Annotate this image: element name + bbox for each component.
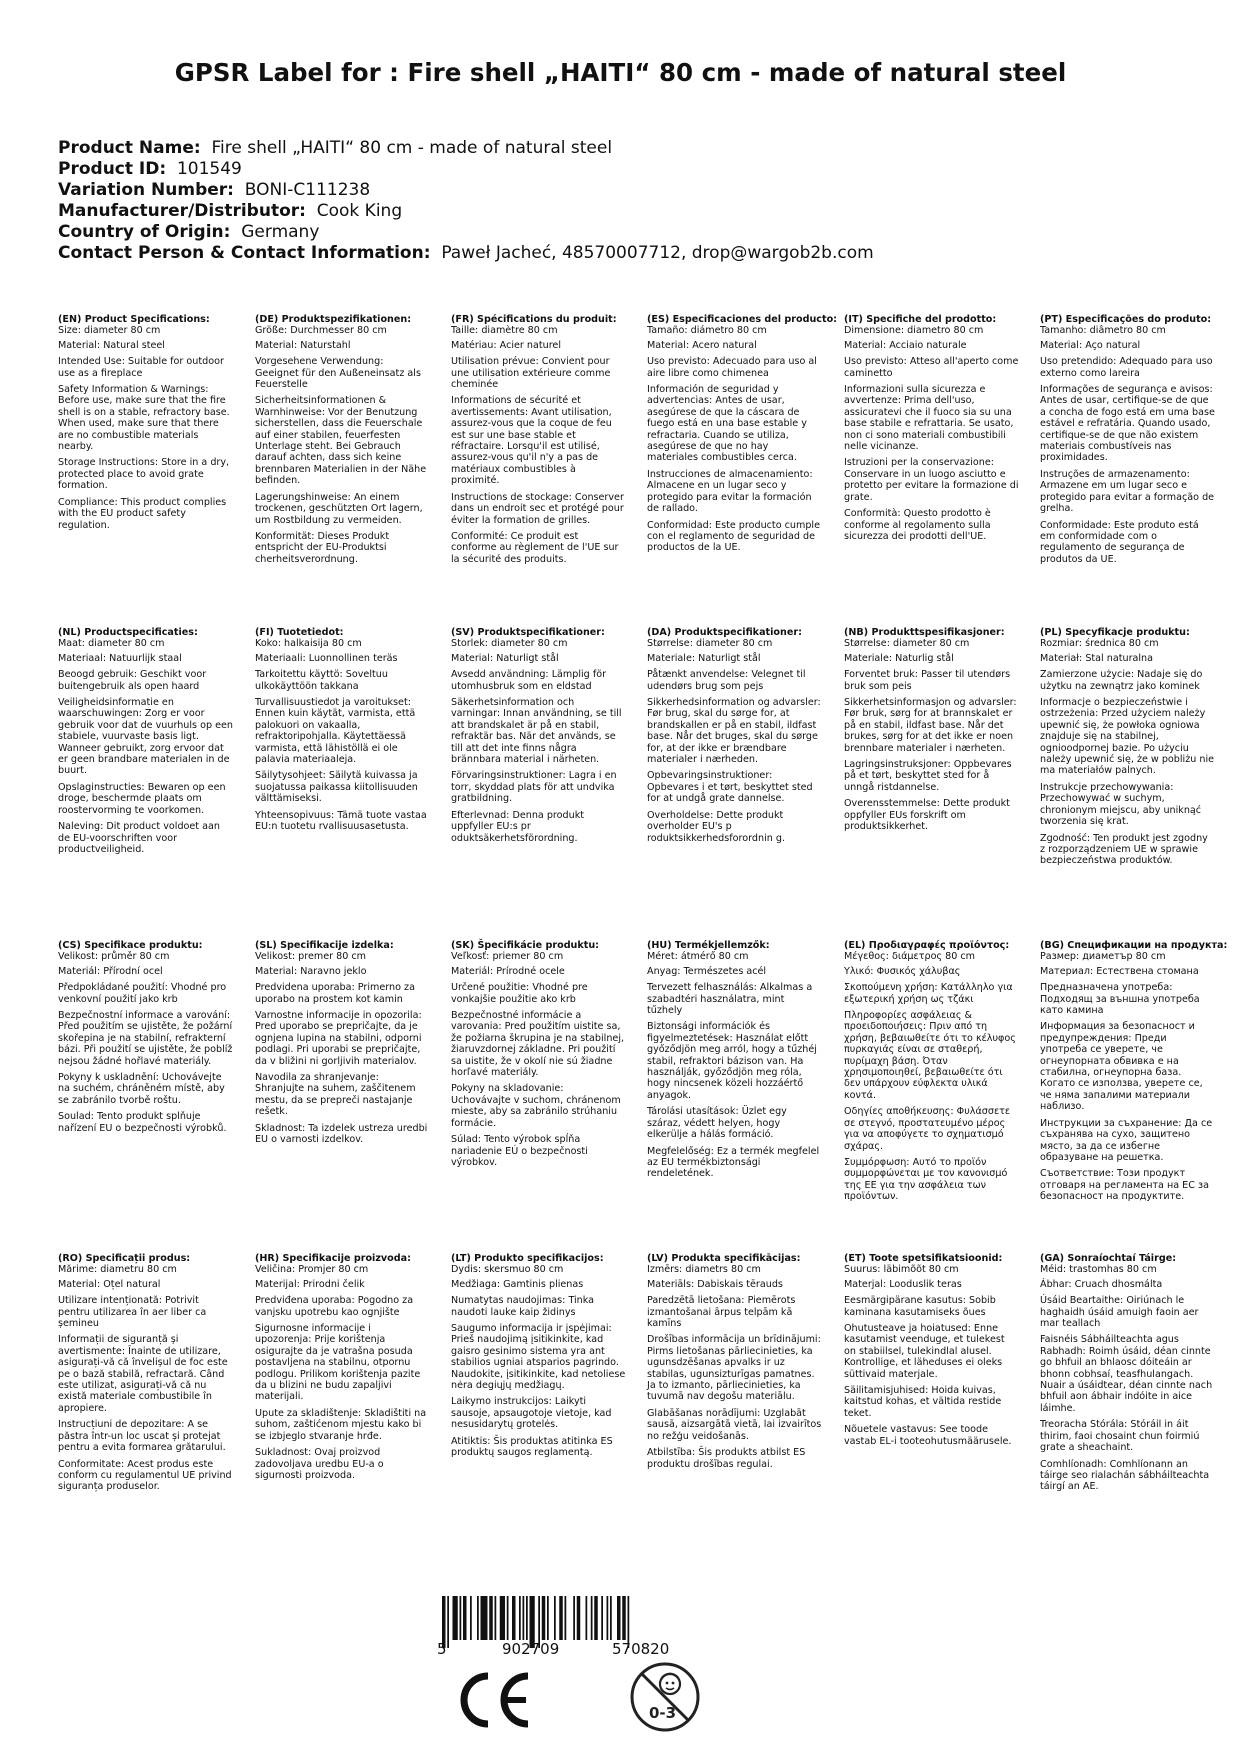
- spec-material: Materjal: Looduslik teras: [844, 1278, 962, 1290]
- spec-material: Material: Acero natural: [647, 339, 757, 351]
- spec-material: Material: Naturstahl: [255, 339, 351, 351]
- spec-header: (HU) Termékjellemzők:: [647, 940, 770, 951]
- spec-compliance: Compliance: This product complies with the EU product safety regulation.: [58, 496, 227, 531]
- spec-block: [58, 1253, 233, 1498]
- spec-size: Storlek: diameter 80 cm: [451, 638, 568, 650]
- product-info: [58, 138, 874, 264]
- spec-block: [451, 940, 626, 1173]
- spec-intended-use: Forventet bruk: Passer til utendørs bruk som peis: [844, 669, 1011, 692]
- spec-size: Veľkosť: priemer 80 cm: [451, 951, 564, 963]
- spec-storage: Säilytysohjeet: Säilytä kuivassa ja suojatussa paikassa kiitollisuuden välttämiseksi.: [255, 770, 418, 805]
- barcode-bar: [460, 1596, 462, 1640]
- info-label: Contact Person & Contact Information:: [58, 243, 431, 263]
- spec-header: (ET) Toote spetsifikatsioonid:: [844, 1253, 1003, 1264]
- spec-safety: Informations de sécurité et avertissements: Avant utilisation, assurez-vous que la coque de feu est sur une base stable et réfractaire. Lorsqu'il est utilisé, assurez-vous qu'il n'y a pas de matériaux combustibles à proximité.: [451, 395, 612, 487]
- spec-intended-use: Uso pretendido: Adequado para uso externo como lareira: [1040, 356, 1213, 379]
- spec-header: (BG) Спецификации на продукта:: [1040, 940, 1228, 951]
- spec-header: (FI) Tuotetiedot:: [255, 627, 344, 638]
- spec-intended-use: Eesmärgipärane kasutus: Sobib kaminana kasutamiseks õues: [844, 1295, 996, 1318]
- info-value: 101549: [176, 159, 242, 179]
- spec-material: Materijal: Prirodni čelik: [255, 1278, 365, 1290]
- spec-size: Размер: диаметър 80 cm: [1040, 951, 1166, 963]
- spec-compliance: Conformitate: Acest produs este conform cu regulamentul UE privind siguranța produselor.: [58, 1458, 232, 1493]
- spec-header: (ES) Especificaciones del producto:: [647, 314, 838, 325]
- spec-material: Material: Oțel natural: [58, 1278, 161, 1290]
- barcode-bar: [573, 1596, 575, 1640]
- spec-material: Materiāls: Dabiskais tērauds: [647, 1278, 783, 1290]
- spec-block: [844, 627, 1019, 838]
- spec-intended-use: Predvidena uporaba: Primerno za uporabo na prostem kot kamin: [255, 982, 415, 1005]
- spec-block: [255, 1253, 430, 1486]
- spec-intended-use: Utilizare intenționată: Potrivit pentru utilizarea în aer liber ca șemineu: [58, 1295, 207, 1330]
- spec-block: [1040, 627, 1215, 872]
- spec-intended-use: Tervezett felhasználás: Alkalmas a szabadtéri használatra, mint tűzhely: [647, 982, 813, 1017]
- spec-intended-use: Utilisation prévue: Convient pour une utilisation extérieure comme cheminée: [451, 356, 611, 391]
- page-title: GPSR Label for : Fire shell „HAITI“ 80 cm - made of natural steel: [174, 58, 1067, 87]
- spec-compliance: Súlad: Tento výrobok spĺňa nariadenie EÚ o bezpečnosti výrobkov.: [451, 1134, 588, 1168]
- spec-header: (SV) Produktspecifikationer:: [451, 627, 605, 638]
- barcode-bar: [610, 1596, 612, 1640]
- barcode-first-digit: 5: [437, 1640, 447, 1658]
- barcode-bar: [447, 1596, 449, 1648]
- spec-compliance: Soulad: Tento produkt splňuje nařízení EU o bezpečnosti výrobků.: [58, 1111, 227, 1134]
- spec-compliance: Naleving: Dit product voldoet aan de EU-voorschriften voor productveiligheid.: [58, 821, 220, 855]
- spec-safety: Informações de segurança e avisos: Antes de usar, certifique-se de que a concha de fogo está em uma base estável e refratária. Quando usado, certifique-se de que não existem materiais combustíveis nas proximidades.: [1040, 384, 1215, 464]
- spec-storage: Instrucțiuni de depozitare: A se păstra într-un loc uscat și protejat pentru a evita formarea grătarului.: [58, 1419, 226, 1454]
- info-row-country: [58, 222, 874, 243]
- spec-block: [255, 627, 430, 838]
- spec-intended-use: Påtænkt anvendelse: Velegnet til udendørs brug som pejs: [647, 669, 806, 692]
- spec-material: Anyag: Természetes acél: [647, 965, 767, 977]
- spec-compliance: Conformidad: Este producto cumple con el reglamento de seguridad de productos de la UE.: [647, 519, 820, 554]
- spec-intended-use: Určené použitie: Vhodné pre vonkajšie použitie ako krb: [451, 982, 588, 1005]
- spec-block: [255, 940, 430, 1151]
- spec-storage: Instrucciones de almacenamiento: Almacene en un lugar seco y protegido para evitar la formación de rallado.: [647, 468, 813, 515]
- spec-material: Material: Acciaio naturale: [844, 339, 967, 351]
- spec-size: Dimensione: diametro 80 cm: [844, 325, 984, 337]
- spec-header: (EL) Προδιαγραφές προϊόντος:: [844, 940, 1010, 951]
- spec-compliance: Συμμόρφωση: Αυτό το προϊόν συμμορφώνεται με τον κανονισμό της ΕΕ για την ασφάλεια των προϊόντων.: [844, 1156, 1008, 1203]
- spec-storage: Navodila za shranjevanje: Shranjujte na suhem, zaščitenem mestu, da se prepreči nastajanje rešetk.: [255, 1072, 416, 1118]
- spec-storage: Instruções de armazenamento: Armazene em um lugar seco e protegido para evitar a formação de grelha.: [1040, 468, 1215, 515]
- spec-safety: Ohutusteave ja hoiatused: Enne kasutamist veenduge, et tulekest on stabiilsel, tulekindlal alusel. Kontrollige, et läheduses ei oleks süttivaid materjale.: [844, 1323, 1005, 1380]
- spec-size: Größe: Durchmesser 80 cm: [255, 325, 387, 337]
- spec-header: (EN) Product Specifications:: [58, 314, 210, 325]
- spec-block: [844, 940, 1019, 1208]
- info-value: Germany: [241, 222, 320, 242]
- spec-compliance: Atitiktis: Šis produktas atitinka ES produktų saugos reglamentą.: [451, 1435, 613, 1459]
- spec-storage: Οδηγίες αποθήκευσης: Φυλάσσετε σε στεγνό, προστατευμένο μέρος για να αποφύγετε το σχηματισμό σχάρας.: [844, 1106, 1011, 1152]
- spec-storage: Pokyny na skladovanie: Uchovávajte v suchom, chránenom mieste, aby sa zabránilo strúhaniu formácie.: [451, 1083, 621, 1129]
- info-row-product-name: [58, 138, 874, 159]
- spec-safety: Saugumo informacija ir įspėjimai: Prieš naudojimą įsitikinkite, kad gaisro gesinimo sistema yra ant stabilios ugniai atsparios pagrindo. Naudokite, įsitikinkite, kad netoliese nėra degiųjų medžiagų.: [451, 1323, 626, 1392]
- spec-compliance: Overensstemmelse: Dette produkt oppfyller EUs forskrift om produktsikkerhet.: [844, 798, 1010, 833]
- spec-size: Tamaño: diámetro 80 cm: [647, 325, 767, 337]
- spec-material: Materiaal: Natuurlijk staal: [58, 652, 182, 664]
- spec-safety: Sigurnosne informacije i upozorenja: Prije korištenja osigurajte da je vatrašna posuda postavljena na stabilnu, otpornu podlogu. Prilikom korištenja pazite da u blizini ne budu zapaljivi materijali.: [255, 1323, 421, 1403]
- spec-intended-use: Uso previsto: Atteso all'aperto come caminetto: [844, 356, 1019, 379]
- ce-mark: [454, 1670, 534, 1734]
- spec-intended-use: Úsáid Beartaithe: Oiriúnach le haghaidh úsáid amuigh faoin aer mar teallach: [1040, 1295, 1199, 1330]
- spec-compliance: Yhteensopivuus: Tämä tuote vastaa EU:n tuotetu rvallisuusasetusta.: [255, 809, 427, 833]
- spec-storage: Glabāšanas norādījumi: Uzglabāt sausā, aizsargātā vietā, lai izvairītos no režģu veidošanās.: [647, 1407, 822, 1442]
- spec-compliance: Comhlíonadh: Comhlíonann an táirge seo rialachán sábháilteachta táirgí an AE.: [1040, 1458, 1210, 1493]
- barcode-bar: [577, 1596, 581, 1640]
- spec-size: Velikost: premer 80 cm: [255, 951, 367, 963]
- spec-safety: Informazioni sulla sicurezza e avvertenze: Prima dell'uso, assicuratevi che il fuoco sia su una base stabile e refrattaria. Se usato, non ci sono materiali combustibili nelle vicinanze.: [844, 384, 1014, 453]
- barcode-bar: [500, 1596, 505, 1640]
- spec-header: (SK) Špecifikácie produktu:: [451, 940, 600, 951]
- spec-intended-use: Predviđena uporaba: Pogodno za vanjsku upotrebu kao ognjište: [255, 1295, 414, 1318]
- spec-storage: Storage Instructions: Store in a dry, protected place to avoid grate formation.: [58, 457, 230, 492]
- spec-size: Suurus: läbimõõt 80 cm: [844, 1264, 959, 1276]
- spec-size: Dydis: skersmuo 80 cm: [451, 1264, 564, 1276]
- spec-storage: Tárolási utasítások: Üzlet egy száraz, védett helyen, hogy elkerülje a hálás formáció.: [647, 1106, 787, 1141]
- barcode-bar: [565, 1596, 567, 1640]
- spec-storage: Opslaginstructies: Bewaren op een droge, beschermde plaats om roostervorming te voorkomen.: [58, 781, 226, 816]
- spec-compliance: Efterlevnad: Denna produkt uppfyller EU:s pr oduktsäkerhetsförordning.: [451, 809, 585, 844]
- spec-safety: Información de seguridad y advertencias: Antes de usar, asegúrese de que la cáscara de fuego está en una base estable y refractaria. Cuando se utiliza, asegúrese de que no hay materiales combustibles cerca.: [647, 384, 807, 464]
- spec-size: Taille: diamètre 80 cm: [451, 325, 558, 337]
- spec-size: Size: diameter 80 cm: [58, 325, 161, 337]
- barcode-bar: [586, 1596, 588, 1640]
- spec-compliance: Overholdelse: Dette produkt overholder EU's p roduktsikkerhedsforordnin g.: [647, 809, 786, 844]
- spec-block: [1040, 940, 1228, 1208]
- info-label: Variation Number:: [58, 180, 234, 200]
- spec-material: Material: Naturligt stål: [451, 652, 559, 664]
- spec-block: [451, 1253, 626, 1464]
- spec-size: Maat: diameter 80 cm: [58, 638, 165, 650]
- info-label: Country of Origin:: [58, 222, 231, 242]
- spec-intended-use: Tarkoitettu käyttö: Soveltuu ulkokäyttöön takkana: [255, 669, 388, 692]
- spec-compliance: Skladnost: Ta izdelek ustreza uredbi EU o varnosti izdelkov.: [255, 1122, 428, 1146]
- barcode-bar: [594, 1596, 598, 1640]
- spec-size: Koko: halkaisija 80 cm: [255, 638, 362, 650]
- spec-intended-use: Beoogd gebruik: Geschikt voor buitengebruik als open haard: [58, 669, 207, 692]
- spec-intended-use: Σκοπούμενη χρήση: Κατάλληλο για εξωτερική χρήση ως τζάκι: [844, 982, 1013, 1005]
- spec-storage: Lagringsinstruksjoner: Oppbevares på et tørt, beskyttet sted for å unngå ristdannelse.: [844, 759, 1012, 793]
- barcode-bar: [542, 1596, 546, 1640]
- spec-safety: Varnostne informacije in opozorila: Pred uporabo se prepričajte, da je ognjena lupina na stabilni, odporni podlagi. Pri uporabi se prepričajte, da v bližini ni gorljivih materialov.: [255, 1010, 422, 1067]
- spec-intended-use: Intended Use: Suitable for outdoor use as a fireplace: [58, 356, 224, 379]
- barcode-bar: [512, 1596, 516, 1640]
- spec-material: Materiál: Prírodné ocele: [451, 965, 565, 977]
- spec-header: (SL) Specifikacije izdelka:: [255, 940, 394, 951]
- spec-safety: Faisnéis Sábháilteachta agus Rabhadh: Roimh úsáid, déan cinnte go bhfuil an bhlaosc dóiteáin ar bhonn cobhsaí, teasfhulangach. Nuair a úsáidtear, déan cinnte nach bhfuil aon ábhair indóite in aice láimhe.: [1040, 1334, 1213, 1414]
- spec-header: (DE) Produktspezifikationen:: [255, 314, 412, 325]
- spec-compliance: Atbilstība: Šis produkts atbilst ES produktu drošības regulai.: [647, 1447, 806, 1470]
- spec-header: (IT) Specifiche del prodotto:: [844, 314, 997, 325]
- spec-material: Material: Aço natural: [1040, 339, 1141, 351]
- barcode-right-digits: 570820: [612, 1640, 670, 1658]
- spec-safety: Информация за безопасност и предупреждения: Преди употреба се уверете, че огнеупорната обвивка е на стабилна, огнеупорна база. Когато се използва, уверете се, че няма запалими материали наблизо.: [1040, 1021, 1203, 1113]
- spec-compliance: Sukladnost: Ovaj proizvod zadovoljava uredbu EU-a o sigurnosti proizvoda.: [255, 1447, 384, 1481]
- spec-size: Rozmiar: średnica 80 cm: [1040, 638, 1159, 650]
- info-value: Fire shell „HAITI“ 80 cm - made of natural steel: [211, 138, 613, 158]
- spec-material: Materiał: Stal naturalna: [1040, 652, 1154, 664]
- age-label: 0-3: [649, 1704, 677, 1722]
- spec-compliance: Nõuetele vastavus: See toode vastab EL-i tooteohutusmäärusele.: [844, 1424, 1012, 1447]
- spec-block: [844, 314, 1019, 547]
- spec-block: [1040, 1253, 1215, 1498]
- barcode-bar: [554, 1596, 556, 1640]
- spec-material: Matériau: Acier naturel: [451, 339, 562, 351]
- spec-size: Velikost: průměr 80 cm: [58, 951, 170, 963]
- not-for-children-icon: [628, 1660, 702, 1734]
- barcode-bar: [547, 1596, 549, 1640]
- spec-block: [451, 627, 626, 849]
- spec-size: Μέγεθος: διάμετρος 80 cm: [844, 951, 976, 963]
- spec-intended-use: Předpokládané použití: Vhodné pro venkovní použití jako krb: [58, 982, 227, 1005]
- spec-header: (PT) Especificações do produto:: [1040, 314, 1212, 325]
- spec-storage: Treoracha Stórála: Stóráil in áit thirim, faoi chosaint chun foirmiú grate a sheachaint.: [1040, 1419, 1200, 1454]
- spec-block: [58, 627, 233, 860]
- spec-safety: Veiligheidsinformatie en waarschuwingen: Zorg er voor gebruik voor dat de vuurhuls op een stabiele, vuurvaste basis ligt. Wanneer gebruikt, zorg ervoor dat er geen brandbare materialen in de buurt.: [58, 697, 233, 777]
- info-row-product-id: [58, 159, 874, 180]
- info-label: Manufacturer/Distributor:: [58, 201, 306, 221]
- spec-compliance: Conformité: Ce produit est conforme au règlement de l'UE sur la sécurité des produits.: [451, 530, 619, 565]
- spec-safety: Säkerhetsinformation och varningar: Innan användning, se till att brandskalet är på en stabil, refraktär bas. När det används, se till att det inte finns några brännbara material i närheten.: [451, 697, 622, 766]
- barcode-bar: [470, 1596, 472, 1640]
- spec-compliance: Konformität: Dieses Produkt entspricht der EU-Produktsi cherheitsverordnung.: [255, 530, 390, 565]
- spec-storage: Upute za skladištenje: Skladištiti na suhom, zaštićenom mjestu kako bi se izbjeglo stvaranje hrđe.: [255, 1407, 427, 1442]
- spec-intended-use: Uso previsto: Adecuado para uso al aire libre como chimenea: [647, 356, 817, 379]
- spec-compliance: Conformità: Questo prodotto è conforme al regolamento sulla sicurezza dei prodotti dell'UE.: [844, 508, 991, 542]
- age-warning-mark: [628, 1660, 702, 1738]
- spec-storage: Lagerungshinweise: An einem trockenen, geschützten Ort lagern, um Rostbildung zu vermeiden.: [255, 491, 423, 526]
- spec-block: [58, 314, 233, 536]
- spec-header: (CS) Specifikace produktu:: [58, 940, 203, 951]
- spec-block: [255, 314, 430, 570]
- barcode-bar: [489, 1596, 493, 1640]
- barcode-bar: [519, 1596, 521, 1640]
- spec-block: [647, 314, 838, 559]
- spec-material: Materiál: Přírodní ocel: [58, 965, 163, 977]
- spec-header: (NL) Productspecificaties:: [58, 627, 198, 638]
- barcode-bar: [591, 1596, 593, 1640]
- spec-storage: Opbevaringsinstruktioner: Opbevares i et tørt, beskyttet sted for at undgå grate dannelse.: [647, 770, 813, 805]
- spec-intended-use: Vorgesehene Verwendung: Geeignet für den Außeneinsatz als Feuerstelle: [255, 356, 421, 391]
- spec-header: (PL) Specyfikacje produktu:: [1040, 627, 1190, 638]
- spec-intended-use: Numatytas naudojimas: Tinka naudoti lauke kaip židinys: [451, 1295, 595, 1318]
- spec-compliance: Conformidade: Este produto está em conformidade com o regulamento de segurança de produtos da UE.: [1040, 519, 1199, 565]
- spec-storage: Istruzioni per la conservazione: Conservare in un luogo asciutto e protetto per evitare la formazione di grate.: [844, 457, 1019, 503]
- spec-block: [1040, 314, 1215, 570]
- spec-size: Méret: átmérő 80 cm: [647, 951, 749, 963]
- spec-safety: Sikkerhetsinformasjon og advarsler: Før bruk, sørg for at brannskalet er på en stabil, ildfast base. Når det brukes, sørg for at det ikke er noen brennbare materialer i nærheten.: [844, 697, 1017, 754]
- barcode-bar: [617, 1596, 621, 1640]
- spec-header: (LV) Produkta specifikācijas:: [647, 1253, 801, 1264]
- spec-compliance: Zgodność: Ten produkt jest zgodny z rozporządzeniem UE w sprawie bezpieczeństwa produktów.: [1040, 832, 1208, 867]
- spec-storage: Förvaringsinstruktioner: Lagra i en torr, skyddad plats för att undvika gratbildning.: [451, 770, 617, 805]
- spec-safety: Sicherheitsinformationen & Warnhinweise: Vor der Benutzung sicherstellen, dass die Feuerschale auf einer stabilen, feuerfesten Unterlage steht. Bei Gebrauch darauf achten, dass sich keine brennbaren Materialien in der Nähe befinden.: [255, 395, 427, 487]
- spec-intended-use: Zamierzone użycie: Nadaje się do użytku na zewnątrz jako kominek: [1040, 669, 1203, 692]
- barcode-bar: [523, 1596, 525, 1640]
- spec-header: (FR) Spécifications du produit:: [451, 314, 617, 325]
- spec-safety: Informații de siguranță și avertismente: Înainte de utilizare, asigurați-vă că învelișul de foc este pe o bază stabilă, refractară. Când este utilizat, asigurați-vă că nu există materiale combustibile în apropiere.: [58, 1334, 228, 1414]
- barcode-bar: [607, 1596, 609, 1640]
- spec-header: (GA) Sonraíochtaí Táirge:: [1040, 1253, 1177, 1264]
- spec-block: [844, 1253, 1019, 1452]
- spec-block: [647, 1253, 822, 1475]
- spec-safety: Safety Information & Warnings: Before use, make sure that the fire shell is on a stable, refractory base. When used, make sure that there are no combustible materials nearby.: [58, 384, 230, 453]
- spec-material: Materiaali: Luonnollinen teräs: [255, 652, 398, 664]
- spec-material: Medžiaga: Gamtinis plienas: [451, 1278, 584, 1290]
- spec-safety: Biztonsági információk és figyelmeztetések: Használat előtt győződjön meg arról, hogy a tűzhéj stabil, refraktori bázison van. Ha használják, győződjön meg róla, hogy nincsenek közeli hozzáértő anyagok.: [647, 1021, 817, 1101]
- spec-material: Материал: Естествена стомана: [1040, 965, 1199, 977]
- spec-storage: Pokyny k uskladnění: Uchovávejte na suchém, chráněném místě, aby se zabránilo tvorbě roštu.: [58, 1072, 225, 1106]
- spec-size: Veličina: Promjer 80 cm: [255, 1264, 369, 1276]
- spec-safety: Sikkerhedsinformation og advarsler: Før brug, skal du sørge for, at brandskallen er på en stabil, ildfast base. Når det bruges, skal du sørge for, at der ikke er brændbare materialer i nærheden.: [647, 697, 821, 766]
- spec-block: [58, 940, 233, 1139]
- spec-header: (DA) Produktspecifikationer:: [647, 627, 802, 638]
- barcode-bar: [622, 1596, 626, 1640]
- spec-intended-use: Paredzētā lietošana: Piemērots izmantošanai ārpus telpām kā kamīns: [647, 1295, 796, 1330]
- info-value: Paweł Jacheć, 48570007712, drop@wargob2b.com: [441, 243, 874, 263]
- barcode-bar: [463, 1596, 467, 1640]
- barcode-bar: [601, 1596, 603, 1640]
- spec-size: Mărime: diametru 80 cm: [58, 1264, 177, 1276]
- spec-storage: Instrukcje przechowywania: Przechowywać w suchym, chronionym miejscu, aby uniknąć tworzenia się krat.: [1040, 781, 1202, 828]
- spec-header: (NB) Produkttspesifikasjoner:: [844, 627, 1005, 638]
- spec-safety: Drošības informācija un brīdinājumi: Pirms lietošanas pārliecinieties, ka ugunsdzēšanas apvalks ir uz stabilas, ugunsizturīgas pamatnes. Ja to izmanto, pārliecinieties, ka tuvumā nav degošu materiālu.: [647, 1334, 821, 1403]
- spec-storage: Laikymo instrukcijos: Laikyti sausoje, apsaugotoje vietoje, kad nesusidarytų grotelės.: [451, 1396, 612, 1431]
- spec-safety: Informacje o bezpieczeństwie i ostrzeżenia: Przed użyciem należy upewnić się, że powłoka ogniowa znajduje się na stabilnej, ognioodpornej bazie. Po użyciu należy upewnić się, że w pobliżu nie ma materiałów palnych.: [1040, 697, 1215, 777]
- spec-storage: Инструкции за съхранение: Да се съхранява на сухо, защитено място, за да се избегне образуване на решетка.: [1040, 1117, 1213, 1163]
- spec-block: [451, 314, 626, 570]
- spec-storage: Instructions de stockage: Conserver dans un endroit sec et protégé pour éviter la formation de grilles.: [451, 491, 624, 526]
- spec-size: Størrelse: diameter 80 cm: [844, 638, 970, 650]
- spec-size: Méid: trastomhas 80 cm: [1040, 1264, 1157, 1276]
- spec-safety: Πληροφορίες ασφάλειας & προειδοποιήσεις: Πριν από τη χρήση, βεβαιωθείτε ότι το κέλυφος πυρκαγιάς είναι σε σταθερή, πυρίμαχη βάση. Όταν χρησιμοποιηθεί, βεβαιωθείτε ότι δεν υπάρχουν εύφλεκτα υλικά κοντά.: [844, 1010, 1016, 1101]
- info-row-manufacturer: [58, 201, 874, 222]
- spec-material: Materiale: Naturlig stål: [844, 652, 954, 664]
- barcode-bar: [526, 1596, 528, 1640]
- spec-safety: Bezpečnostní informace a varování: Před použitím se ujistěte, že požární skořepina je na stabilní, refrakterní bázi. Při použití se ujistěte, že poblíž nejsou žádné hořlavé materiály.: [58, 1010, 233, 1067]
- spec-intended-use: Avsedd användning: Lämplig för utomhusbruk som en eldstad: [451, 669, 607, 692]
- spec-block: [647, 940, 822, 1185]
- barcode-bar: [477, 1596, 479, 1640]
- spec-material: Material: Naravno jeklo: [255, 965, 367, 977]
- spec-header: (HR) Specifikacije proizvoda:: [255, 1253, 411, 1264]
- spec-block: [647, 627, 822, 849]
- spec-size: Tamanho: diâmetro 80 cm: [1040, 325, 1166, 337]
- spec-compliance: Съответствие: Този продукт отговаря на регламента на ЕС за безопасност на продуктите.: [1040, 1168, 1209, 1203]
- spec-material: Ábhar: Cruach dhosmálta: [1040, 1278, 1163, 1290]
- info-row-variation-number: [58, 180, 874, 201]
- info-label: Product ID:: [58, 159, 167, 179]
- spec-material: Υλικό: Φυσικός χάλυβας: [844, 965, 961, 977]
- spec-storage: Säilitamisjuhised: Hoida kuivas, kaitstud kohas, et vältida restide teket.: [844, 1385, 1002, 1419]
- barcode-bar: [453, 1596, 458, 1640]
- spec-safety: Turvallisuustiedot ja varoitukset: Ennen kuin käytät, varmista, että palokuori on vakaalla, refraktoripohjalla. Käytettäessä varmista, että lähistöllä ei ole palavia materiaaleja.: [255, 697, 416, 766]
- spec-header: (RO) Specificații produs:: [58, 1253, 191, 1264]
- spec-intended-use: Предназначена употреба: Подходящ за външна употреба като камина: [1040, 982, 1200, 1017]
- spec-material: Material: Natural steel: [58, 339, 165, 351]
- ce-mark-icon: [454, 1670, 534, 1730]
- barcode-bar: [559, 1596, 563, 1640]
- info-value: BONI-C111238: [244, 180, 371, 200]
- spec-safety: Bezpečnostné informácie a varovania: Pred použitím uistite sa, že požiarna škrupina je na stabilnej, žiaruvzdornej základne. Pri použití sa uistite, že v okolí nie sú žiadne horľavé materiály.: [451, 1010, 625, 1079]
- spec-compliance: Megfelelőség: Ez a termék megfelel az EU termékbiztonsági rendeletének.: [647, 1145, 820, 1180]
- spec-material: Materiale: Naturligt stål: [647, 652, 761, 664]
- barcode-bar: [495, 1596, 497, 1640]
- spec-size: Størrelse: diameter 80 cm: [647, 638, 773, 650]
- barcode-bar: [481, 1596, 488, 1640]
- barcode-bar: [507, 1596, 509, 1640]
- info-label: Product Name:: [58, 138, 201, 158]
- info-value: Cook King: [316, 201, 403, 221]
- spec-size: Izmērs: diametrs 80 cm: [647, 1264, 761, 1276]
- spec-header: (LT) Produkto specifikacijos:: [451, 1253, 604, 1264]
- info-row-contact: [58, 243, 874, 264]
- barcode-left-digits: 902709: [502, 1640, 560, 1658]
